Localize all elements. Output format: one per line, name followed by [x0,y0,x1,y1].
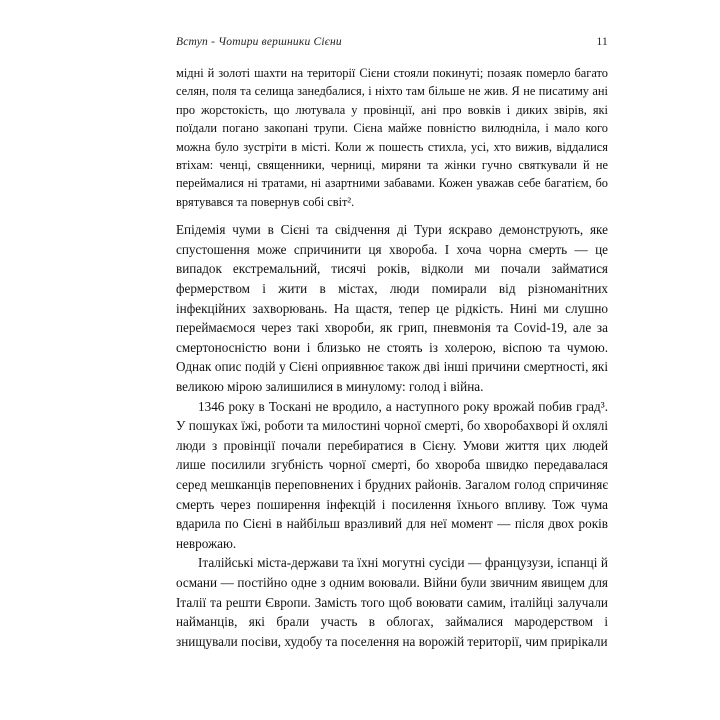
body-paragraph-2: 1346 року в Тоскані не вродило, а наступного року врожай побив град³. У пошуках їжі, роботи та милостині чорної смерті, бо хворобахворі й охлялі люди з провінції почали перебиратися в Сієну. Умови життя цих людей лише посилили згубність чорної смерті, бо хвороба швидко передавалася серед мешканців переповнених і брудних районів. Загалом голод спричиняє смерть через поширення інфекцій і посилення їхнього впливу. Тож чума вдарила по Сієні в найбільш вразливий для неї момент — після двох років неврожаю. [176,398,608,551]
running-head [176,36,608,48]
paragraph-spacer [176,211,608,220]
text-column [176,64,608,651]
quotation-paragraph: мідні й золоті шахти на території Сієни стояли покинуті; позаяк померло багато селян, поля та селища занедбалися, і ніхто там більше не жив. Я не писатиму ані про жорстокість, що лютувала у провінції, ані про вовків і диких звірів, які поїдали погано закопані трупи. Сієна майже повністю вилюдніла, і мало кого можна було зустріти в місті. Коли ж пошесть стихла, усі, хто вижив, віддалися втіхам: ченці, священники, черниці, миряни та жінки гучно святкували й не переймалися ні тратами, ні азартними забавами. Кожен уважав себе багатієм, бо врятувався та повернув собі світ². [176,66,608,209]
body-paragraph-1: Епідемія чуми в Сієні та свідчення ді Тури яскраво демонструють, яке спустошення може спричинити ця хвороба. І хоча чорна смерть — це випадок екстремальний, тисячі років, відколи ми почали займатися фермерством і жити в містах, люди помирали від різноманітних інфекційних захворювань. На щастя, тепер це рідкість. Нині ми слушно переймаємося через такі хвороби, як грип, пневмонія та Covid-19, але за смертоносністю вони і близько не стоять із холерою, віспою та чумою. Однак опис подій у Сієні оприявнює також дві інші причини смертності, які великою мірою залишилися в минулому: голод і війна. [176,222,608,394]
body-paragraph-3: Італійські міста-держави та їхні могутні сусіди — французузи, іспанці й османи — постійно одне з одним воювали. Війни були звичним явищем для Італії та решти Європи. Замість того щоб воювати самим, італійці залучали найманців, які брали участь в облогах, займалися мародерством і знищували посіви, худобу та поселення на ворожій території, чим прирікали [176,555,608,649]
page-number: 11 [596,36,608,48]
running-head-title: Вступ - Чотири вершники Сієни [176,36,342,48]
